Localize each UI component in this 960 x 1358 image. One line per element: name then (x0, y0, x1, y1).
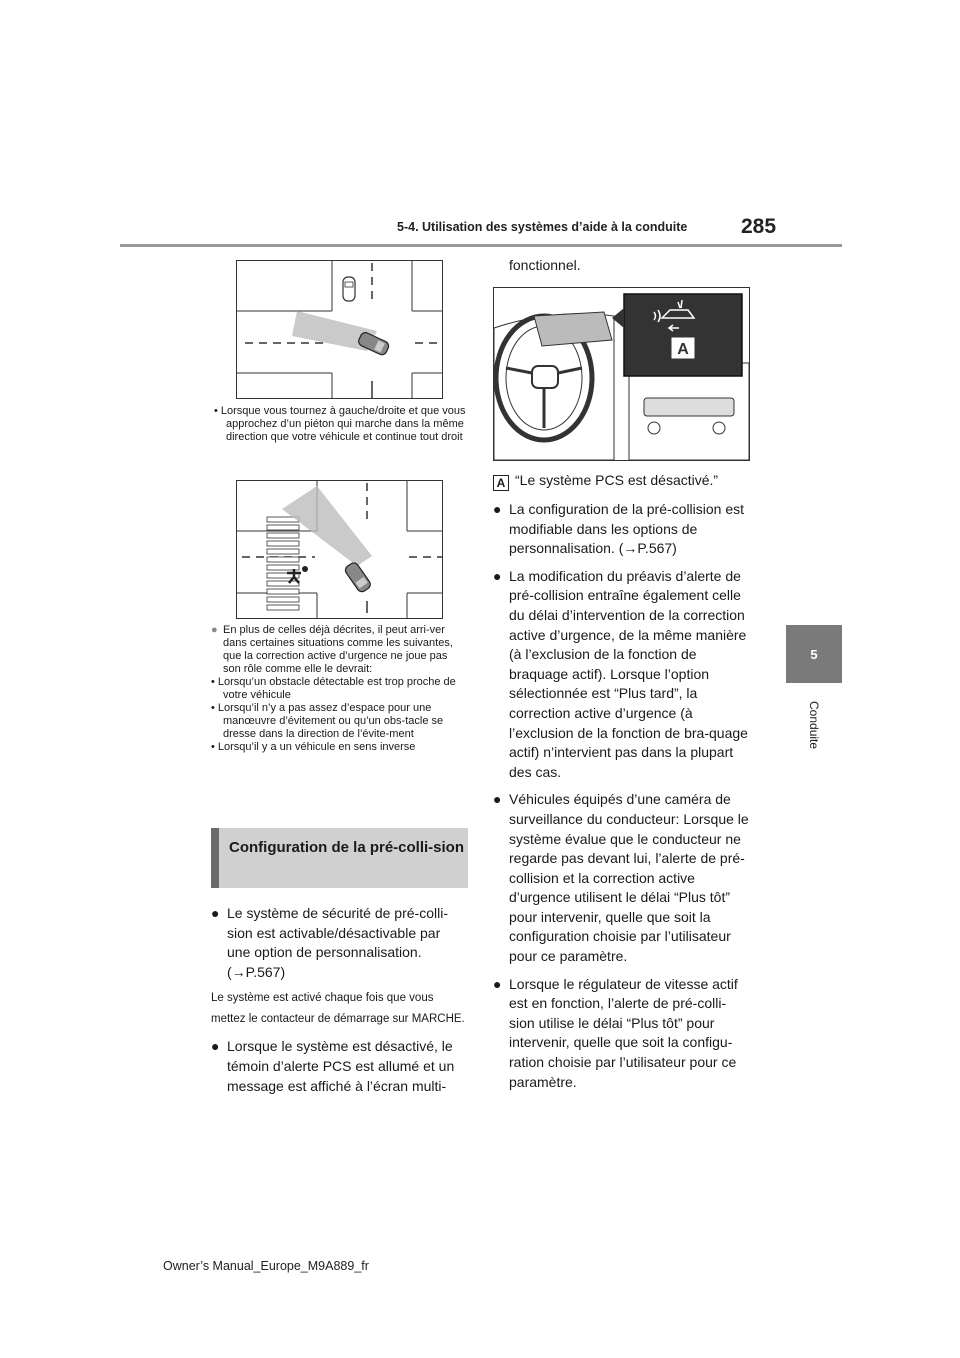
situations-block (211, 624, 467, 754)
sub-item: • Lorsqu’un obstacle détectable est trop proche de votre véhicule (211, 676, 456, 701)
figure-turn-intersection (236, 260, 443, 399)
header-rule (120, 244, 842, 247)
section-heading: Configuration de la pré-colli-sion (229, 839, 465, 856)
section-heading-box (211, 828, 468, 888)
situations-intro: ● En plus de celles déjà décrites, il peut arri-ver dans certaines situations comme les suivantes, que la correction active d’urgence ne joue pas son rôle comme elle le devrait: (211, 624, 453, 675)
bullet-item: ● Lorsque le régulateur de vitesse actif est en fonction, l’alerte de pré-colli-sion utilise le délai “Plus tôt” pour intervenir, quelle que soit la configu-ration choisie par l’utilisateur pour ce paramètre. (493, 975, 738, 1090)
right-body (493, 500, 749, 1092)
bullet-round-icon: ● (493, 567, 502, 584)
intersection-illustration (237, 261, 442, 398)
chapter-label-wrap (786, 690, 842, 760)
bullet-item: ● Véhicules équipés d’une caméra de surveillance du conducteur: Lorsque le système évalue que le conducteur ne regarde pas devant lui, l’alerte de pré-collision et la correction active d’urgence utilisent le délai “Plus tôt” pour intervenir, quelle que soit la configuration choisie par l’utilisateur pour ce paramètre. (493, 791, 749, 965)
left-body (211, 904, 467, 1096)
sub-item: • Lorsqu’il y a un véhicule en sens inverse (211, 741, 416, 753)
bullet-round-icon: ● (493, 975, 502, 992)
bullet-pcs-toggle: ● Le système de sécurité de pré-colli-sion est activable/désactivable par une option de personnalisation. (→P.567) (211, 905, 448, 980)
callout-a-icon: A (493, 475, 509, 491)
display-callout-label: A (677, 341, 689, 358)
bullet-item: ● La modification du préavis d’alerte de pré-collision entraîne également celle du délai d’intervention de la correction active d’urgence, de la même manière (à l’exclusion de la fonction de braquage actif). Lorsque l’option sélectionnée est “Plus tard”, la correction active d’urgence (à l’exclusion de la fonction de bra-quage actif) n’intervient pas dans la plupart des cas. (493, 567, 748, 780)
continuation-text: fonctionnel. (509, 257, 581, 273)
callout-a-text: “Le système PCS est désactivé.” (515, 472, 719, 488)
figure1-caption: • Lorsque vous tournez à gauche/droite et que vous approchez d’un piéton qui marche dans la même direction que votre véhicule et continue tout droit (214, 405, 466, 443)
pedestrian-illustration (237, 481, 442, 618)
bullet-round-icon: ● (211, 1038, 220, 1055)
bullet-round-icon: ● (493, 501, 502, 517)
activation-note: Le système est activé chaque fois que vous mettez le contacteur de démarrage sur MARCHE. (211, 992, 465, 1025)
figure-pedestrian-crossing (236, 480, 443, 619)
bullet-round-icon: ● (211, 905, 220, 921)
chapter-tab (786, 625, 842, 683)
bullet-disabled-message: ● Lorsque le système est désactivé, le témoin d’alerte PCS est allumé et un message est affiché à l’écran multi- (211, 1038, 455, 1094)
bullet-round-icon: ● (493, 791, 502, 808)
callout-a-line (493, 471, 749, 491)
chapter-label: Conduite (807, 700, 821, 750)
bullet-round-small-icon: ● (211, 624, 218, 636)
bullet-item: ● La configuration de la pré-collision est modifiable dans les options de personnalisation. (→P.567) (493, 501, 745, 557)
chapter-number: 5 (810, 646, 818, 662)
figure-dashboard (493, 287, 750, 461)
sub-item: • Lorsqu’il n’y a pas assez d’espace pour une manœuvre d’évitement ou qu’un obs-tacle se dresse dans la direction de l’évite-ment (211, 702, 444, 740)
page-number: 285 (741, 215, 777, 238)
section-title: 5-4. Utilisation des systèmes d’aide à la conduite (397, 220, 688, 234)
figure1-caption-wrap (214, 405, 466, 444)
dashboard-illustration (494, 288, 749, 460)
footer-manual-id: Owner’s Manual_Europe_M9A889_fr (163, 1259, 369, 1273)
